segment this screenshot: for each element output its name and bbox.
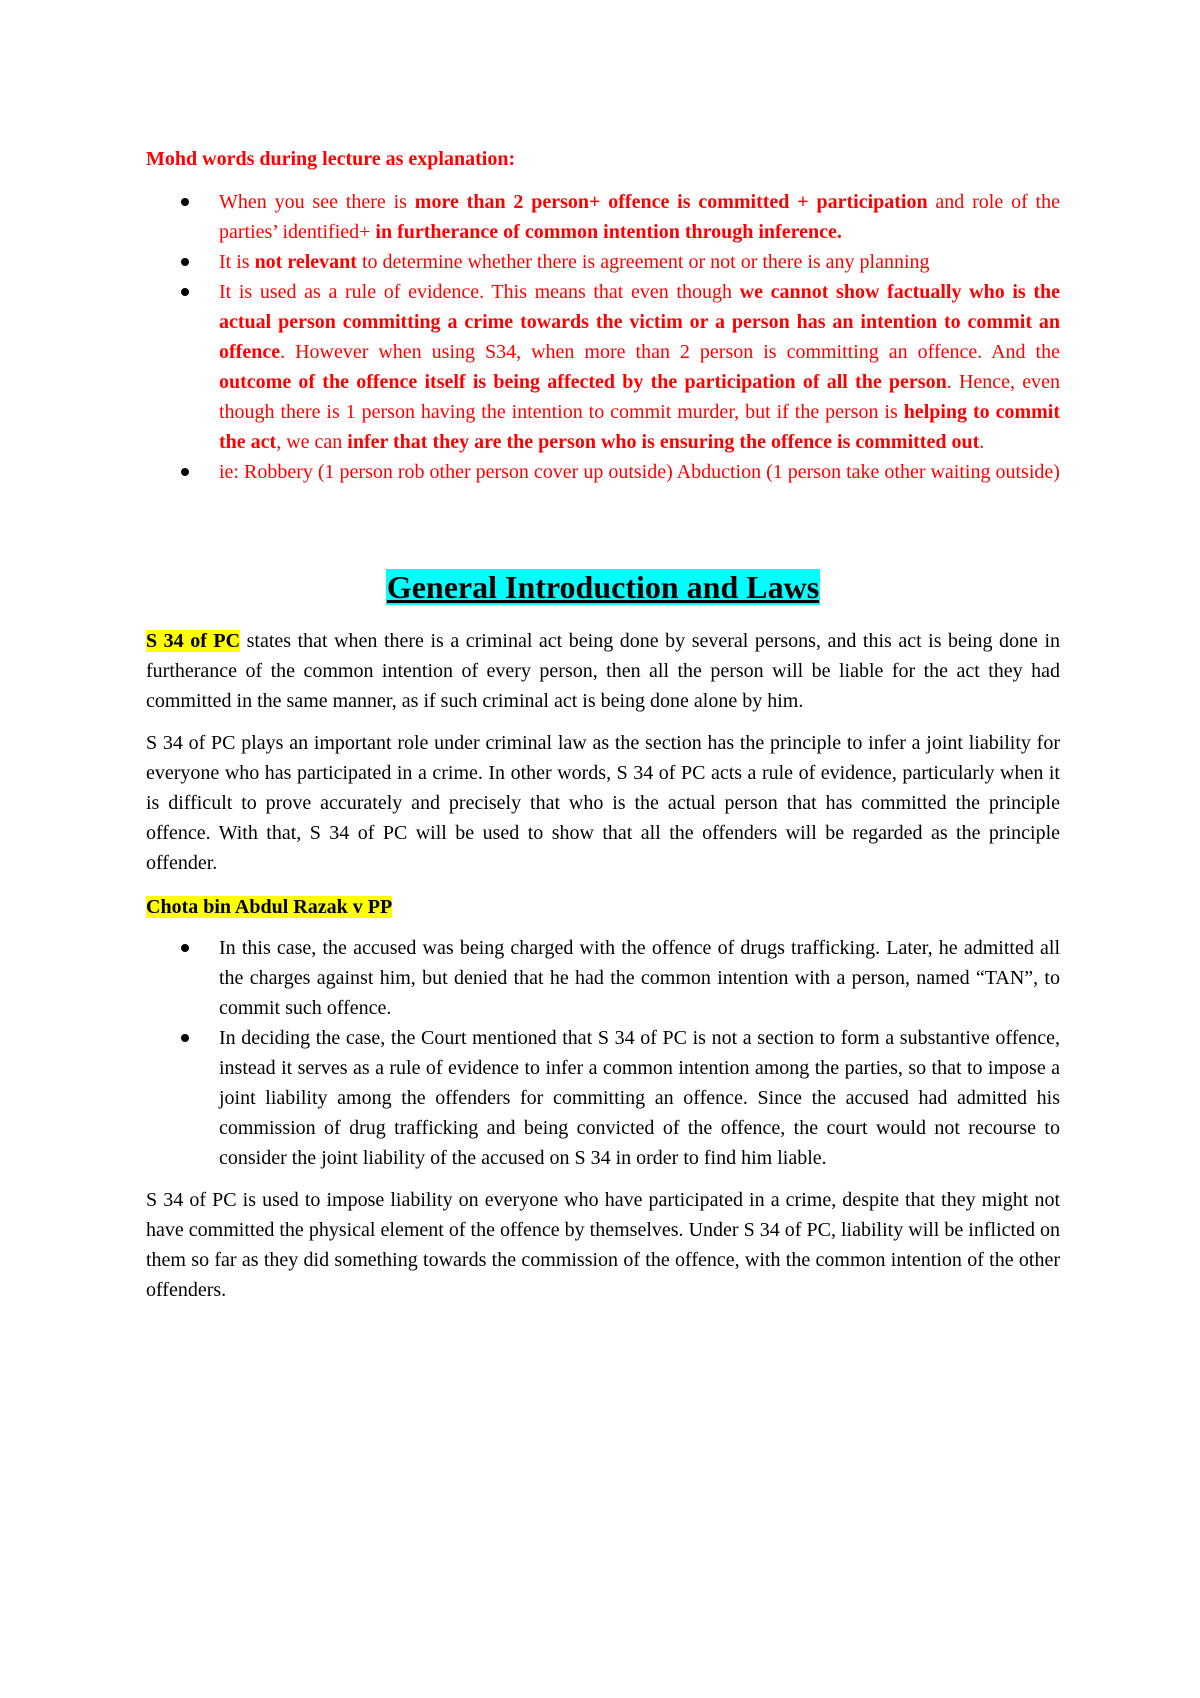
heading-text: General Introduction and Laws	[386, 569, 820, 605]
note-text: . Hence, even though there is 1 person having the intention to commit murder, but if the person is	[219, 371, 1060, 423]
bullet-icon	[181, 468, 189, 476]
note-text: When you see there is	[219, 191, 415, 213]
notes-list	[146, 187, 1060, 487]
note-text: to determine whether there is agreement or not or there is any planning	[356, 251, 930, 273]
case-point-text: In deciding the case, the Court mentioned that S 34 of PC is not a section to form a substantive offence, instead it serves as a rule of evidence to infer a common intention among the parties, so that to impose a joint liability among the offenders for committing an offence. Since the accused had admitted his commission of drug trafficking and being convicted of the offence, the court would not recourse to consider the joint liability of the accused on S 34 in order to find him liable.	[219, 1027, 1060, 1169]
note-text: It is used as a rule of evidence. This means that even though	[219, 281, 740, 303]
document-page	[146, 130, 1060, 1317]
case-point-text: In this case, the accused was being charged with the offence of drugs trafficking. Later, he admitted all the charges against him, but denied that he had the common intention with a person, named “TAN”, to commit such offence.	[219, 937, 1060, 1019]
bullet-icon	[181, 944, 189, 952]
note-text: ie: Robbery (1 person rob other person cover up outside) Abduction (1 person take other waiting outside)	[219, 461, 1060, 483]
note-text-bold: helping to commit the act	[219, 401, 1061, 453]
case-point	[146, 1023, 1060, 1173]
note-item	[146, 277, 1060, 457]
case-title-text: Chota bin Abdul Razak v PP	[146, 896, 393, 918]
note-text-bold: we cannot show factually who is the actual person committing a crime towards the victim or a person has an intention to commit an offence	[219, 281, 1061, 363]
note-item	[146, 247, 1060, 277]
paragraph-3: S 34 of PC is used to impose liability on everyone who have participated in a crime, despite that they might not have committed the physical element of the offence by themselves. Under S 34 of PC, liability will be inflicted on them so far as they did something towards the commission of the offence, with the common intention of the other offenders.	[146, 1189, 1060, 1301]
bullet-icon	[181, 288, 189, 296]
case-point	[146, 933, 1060, 1023]
note-text: .	[979, 431, 985, 453]
section-label: S 34 of PC	[146, 630, 241, 652]
note-item	[146, 187, 1060, 247]
note-text: It is	[219, 251, 255, 273]
case-title	[146, 896, 1060, 919]
section-heading	[146, 569, 1060, 606]
note-text-bold: outcome of the offence itself is being affected by the participation of all the person	[219, 371, 947, 393]
note-text-bold: not relevant	[254, 251, 357, 273]
note-text-bold: more than 2 person+ offence is committed + participation	[414, 191, 928, 213]
bullet-icon	[181, 258, 189, 266]
case-points-list	[146, 933, 1060, 1173]
bullet-icon	[181, 1034, 189, 1042]
note-text: . However when using S34, when more than 2 person is committing an offence. And the	[280, 341, 1060, 363]
intro-text: states that when there is a criminal act being done by several persons, and this act is being done in furtherance of the common intention of every person, then all the person will be liable for the act they had committed in the same manner, as if such criminal act is being done alone by him.	[146, 630, 1061, 712]
note-item	[146, 457, 1060, 487]
note-text-bold: in furtherance of common intention through inference.	[375, 221, 842, 243]
note-text-bold: infer that they are the person who is ensuring the offence is committed out	[347, 431, 980, 453]
notes-title: Mohd words during lecture as explanation:	[146, 148, 516, 170]
bullet-icon	[181, 198, 189, 206]
note-text: and role of the parties’ identified+	[219, 191, 1060, 243]
note-text: , we can	[276, 431, 348, 453]
intro-paragraph	[146, 626, 1060, 716]
paragraph-2: S 34 of PC plays an important role under criminal law as the section has the principle to infer a joint liability for everyone who has participated in a crime. In other words, S 34 of PC acts a rule of evidence, particularly when it is difficult to prove accurately and precisely that who is the actual person that has committed the principle offence. With that, S 34 of PC will be used to show that all the offenders will be regarded as the principle offender.	[146, 732, 1060, 874]
